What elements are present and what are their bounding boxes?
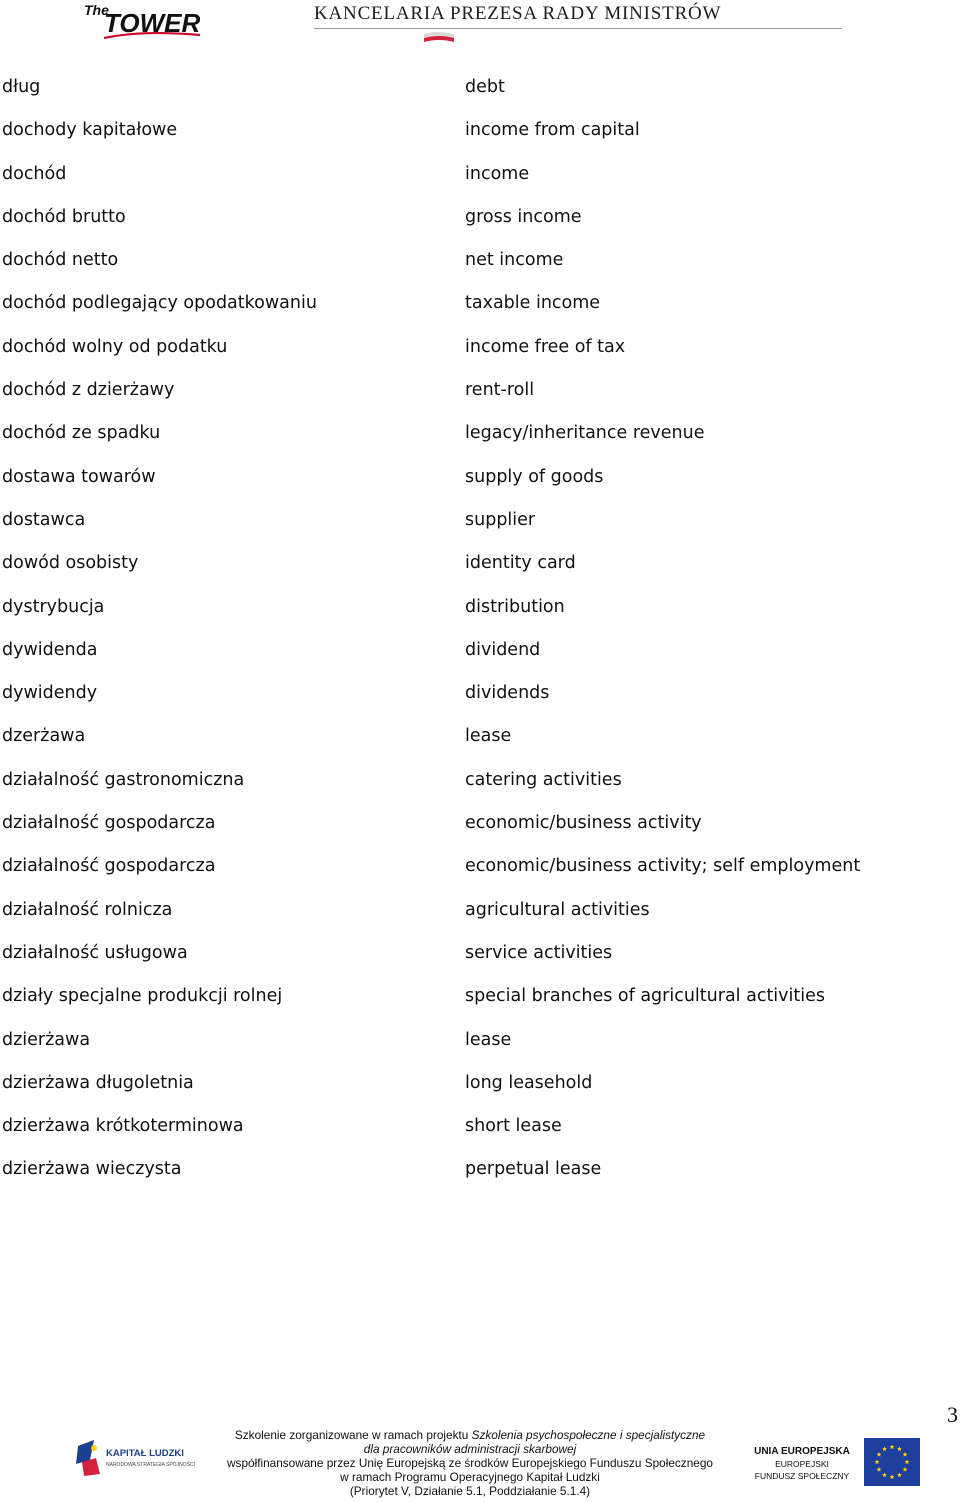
glossary-row — [0, 629, 960, 672]
funding-line-1: Szkolenie zorganizowane w ramach projektu Szkolenia psychospołeczne i specjalistyczne — [234, 1428, 706, 1442]
english-term: catering activities — [465, 769, 622, 790]
polish-flag-icon — [422, 30, 456, 44]
polish-term: działalność gospodarcza — [2, 813, 216, 834]
glossary-row — [0, 1148, 960, 1191]
english-term: short lease — [465, 1116, 562, 1137]
polish-term: dzierżawa długoletnia — [2, 1072, 194, 1093]
glossary-row — [0, 369, 960, 412]
polish-term: działalność gastronomiczna — [2, 769, 245, 790]
polish-term: dług — [2, 77, 41, 97]
glossary-row — [0, 889, 960, 932]
english-term: gross income — [465, 206, 582, 227]
glossary-row — [0, 499, 960, 542]
polish-term: dzierżawa wieczysta — [2, 1159, 182, 1180]
polish-term: dochód — [2, 163, 67, 184]
glossary-row — [0, 196, 960, 239]
header-divider — [314, 28, 842, 29]
polish-term: dochód z dzierżawy — [2, 380, 175, 401]
english-term: economic/business activity — [465, 813, 702, 834]
polish-term: dochód ze spadku — [2, 423, 161, 444]
kapital-ludzki-subtitle: NARODOWA STRATEGIA SPÓJNOŚCI — [106, 1462, 195, 1468]
english-term: supply of goods — [465, 466, 604, 487]
glossary-row — [0, 759, 960, 802]
english-term: legacy/inheritance revenue — [465, 423, 705, 444]
funding-line-4: w ramach Programu Operacyjnego Kapitał Ludzki — [340, 1470, 600, 1484]
english-term: identity card — [465, 553, 576, 574]
english-term: dividend — [465, 639, 541, 660]
polish-term: dochód brutto — [2, 206, 126, 227]
english-term: income free of tax — [465, 336, 626, 357]
polish-term: działalność gospodarcza — [2, 856, 216, 877]
glossary-row — [0, 412, 960, 455]
glossary-row — [0, 975, 960, 1018]
polish-term: dzerżawa — [2, 726, 86, 747]
eu-social-fund-logo — [742, 1438, 922, 1494]
glossary-row — [0, 715, 960, 758]
glossary-row — [0, 1019, 960, 1062]
english-term: net income — [465, 250, 564, 271]
kapital-ludzki-logo — [76, 1438, 196, 1482]
polish-term: dzierżawa — [2, 1029, 91, 1050]
glossary-row — [0, 282, 960, 325]
funding-statement — [220, 1428, 720, 1498]
polish-term: dochody kapitałowe — [2, 120, 178, 141]
tower-swoosh-icon — [102, 32, 202, 40]
polish-term: działalność usługowa — [2, 942, 188, 963]
glossary-row — [0, 1105, 960, 1148]
english-term: distribution — [465, 596, 565, 617]
the-tower-logo — [84, 2, 214, 42]
english-term: lease — [465, 726, 512, 747]
glossary-row — [0, 66, 960, 109]
polish-term: dystrybucja — [2, 596, 105, 617]
glossary-row — [0, 932, 960, 975]
english-term: special branches of agricultural activities — [465, 986, 825, 1007]
eu-logo-text: UNIA EUROPEJSKA EUROPEJSKI FUNDUSZ SPOŁECZNY — [754, 1446, 850, 1481]
funding-line-2: dla pracowników administracji skarbowej — [363, 1442, 577, 1456]
glossary-row — [0, 1062, 960, 1105]
kapital-ludzki-icon — [76, 1438, 102, 1478]
english-term: lease — [465, 1029, 512, 1050]
english-term: long leasehold — [465, 1072, 593, 1093]
glossary-row — [0, 542, 960, 585]
glossary-row — [0, 456, 960, 499]
glossary-row — [0, 586, 960, 629]
polish-term: dostawa towarów — [2, 466, 156, 487]
polish-term: dywidendy — [2, 683, 98, 704]
english-term: agricultural activities — [465, 899, 650, 920]
polish-term: dostawca — [2, 509, 86, 530]
polish-term: dywidenda — [2, 639, 98, 660]
english-term: perpetual lease — [465, 1159, 602, 1180]
tower-logo-word: TOWER — [104, 8, 201, 38]
institution-name: KANCELARIA PREZESA RADY MINISTRÓW — [314, 3, 722, 24]
polish-term: dochód podlegający opodatkowaniu — [2, 293, 317, 314]
glossary-list — [0, 66, 960, 1192]
english-term: income — [465, 163, 530, 184]
eu-flag-icon — [864, 1438, 920, 1486]
page-footer — [0, 1420, 960, 1502]
english-term: service activities — [465, 942, 613, 963]
english-term: economic/business activity; self employment — [465, 856, 861, 877]
tower-logo-the: The — [84, 2, 109, 18]
polish-term: dochód netto — [2, 250, 119, 271]
page-header — [0, 0, 960, 60]
english-term: debt — [465, 77, 505, 97]
english-term: supplier — [465, 509, 536, 530]
glossary-row — [0, 239, 960, 282]
english-term: dividends — [465, 683, 550, 704]
polish-term: dzierżawa krótkoterminowa — [2, 1116, 244, 1137]
funding-line-5: (Priorytet V, Działanie 5.1, Poddziałanie 5.1.4) — [349, 1484, 591, 1498]
page-number: 3 — [947, 1402, 958, 1427]
polish-term: dowód osobisty — [2, 553, 139, 574]
glossary-row — [0, 845, 960, 888]
english-term: income from capital — [465, 120, 640, 141]
glossary-row — [0, 326, 960, 369]
polish-term: działy specjalne produkcji rolnej — [2, 986, 283, 1007]
funding-line-3: współfinansowane przez Unię Europejską ze środków Europejskiego Funduszu Społecznego — [227, 1456, 713, 1470]
kapital-ludzki-title: KAPITAŁ LUDZKI — [106, 1448, 184, 1459]
polish-term: działalność rolnicza — [2, 899, 173, 920]
glossary-row — [0, 109, 960, 152]
english-term: rent-roll — [465, 380, 535, 401]
english-term: taxable income — [465, 293, 601, 314]
glossary-row — [0, 672, 960, 715]
polish-term: dochód wolny od podatku — [2, 336, 228, 357]
glossary-row — [0, 802, 960, 845]
glossary-row — [0, 153, 960, 196]
